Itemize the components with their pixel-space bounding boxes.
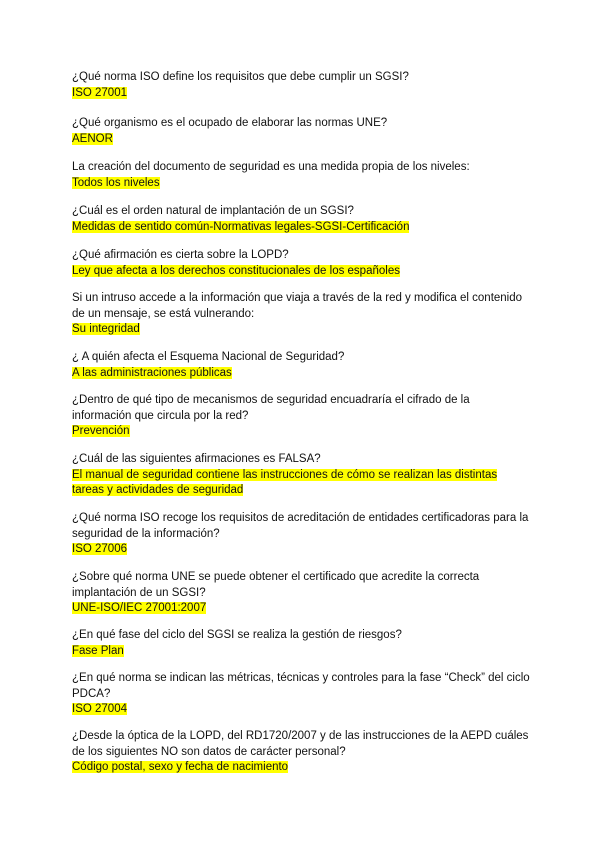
qa-item-1	[72, 70, 532, 101]
question-text: ¿Qué afirmación es cierta sobre la LOPD?	[72, 249, 289, 261]
qa-item-9	[72, 452, 532, 499]
answer-highlight: UNE-ISO/IEC 27001:2007	[72, 602, 207, 614]
answer-highlight: A las administraciones públicas	[72, 366, 232, 379]
question-text: ¿En qué norma se indican las métricas, técnicas y controles para la fase “Check” del ciclo PDCA?	[72, 672, 530, 700]
question-text: ¿ A quién afecta el Esquema Nacional de Seguridad?	[72, 351, 345, 363]
answer-highlight: Todos los niveles	[72, 176, 160, 189]
question-text: ¿Qué organismo es el ocupado de elaborar las normas UNE?	[72, 117, 388, 129]
qa-item-5	[72, 248, 532, 279]
qa-item-2	[72, 116, 532, 147]
question-text: Si un intruso accede a la información que viaja a través de la red y modifica el contenido de un mensaje, se está vulnerando:	[72, 292, 523, 320]
answer-highlight: Medidas de sentido común-Normativas legales-SGSI-Certificación	[72, 220, 410, 233]
answer-highlight: Su integridad	[72, 323, 140, 335]
answer-highlight: ISO 27006	[72, 543, 127, 555]
answer-highlight: El manual de seguridad contiene las instrucciones de cómo se realizan las distintas tareas y actividades de seguridad	[72, 468, 498, 496]
qa-item-12	[72, 628, 532, 659]
question-text: ¿Sobre qué norma UNE se puede obtener el certificado que acredite la correcta implantación de un SGSI?	[72, 571, 480, 599]
question-text: ¿Cuál es el orden natural de implantación de un SGSI?	[72, 205, 354, 217]
qa-item-4	[72, 204, 532, 235]
question-text: ¿En qué fase del ciclo del SGSI se realiza la gestión de riesgos?	[72, 629, 402, 641]
answer-highlight: Fase Plan	[72, 644, 124, 657]
qa-item-8	[72, 393, 532, 440]
question-text: La creación del documento de seguridad es una medida propia de los niveles:	[72, 161, 470, 173]
question-text: ¿Dentro de qué tipo de mecanismos de seguridad encuadraría el cifrado de la información que circula por la red?	[72, 394, 470, 422]
question-text: ¿Qué norma ISO define los requisitos que debe cumplir un SGSI?	[72, 71, 409, 83]
answer-highlight: ISO 27004	[72, 703, 127, 715]
qa-item-14	[72, 729, 532, 776]
qa-item-13	[72, 671, 532, 718]
qa-item-6	[72, 291, 532, 338]
question-text: ¿Desde la óptica de la LOPD, del RD1720/2007 y de las instrucciones de la AEPD cuáles de los siguientes NO son datos de carácter personal?	[72, 730, 529, 758]
answer-highlight: Código postal, sexo y fecha de nacimiento	[72, 761, 289, 773]
answer-highlight: AENOR	[72, 132, 113, 145]
qa-item-7	[72, 350, 532, 381]
qa-item-3	[72, 160, 532, 191]
qa-item-11	[72, 570, 532, 617]
answer-highlight: ISO 27001	[72, 86, 127, 99]
question-text: ¿Cuál de las siguientes afirmaciones es FALSA?	[72, 453, 321, 465]
question-text: ¿Qué norma ISO recoge los requisitos de acreditación de entidades certificadoras para la seguridad de la información?	[72, 512, 529, 540]
answer-highlight: Ley que afecta a los derechos constitucionales de los españoles	[72, 264, 400, 277]
answer-highlight: Prevención	[72, 425, 130, 437]
qa-item-10	[72, 511, 532, 558]
